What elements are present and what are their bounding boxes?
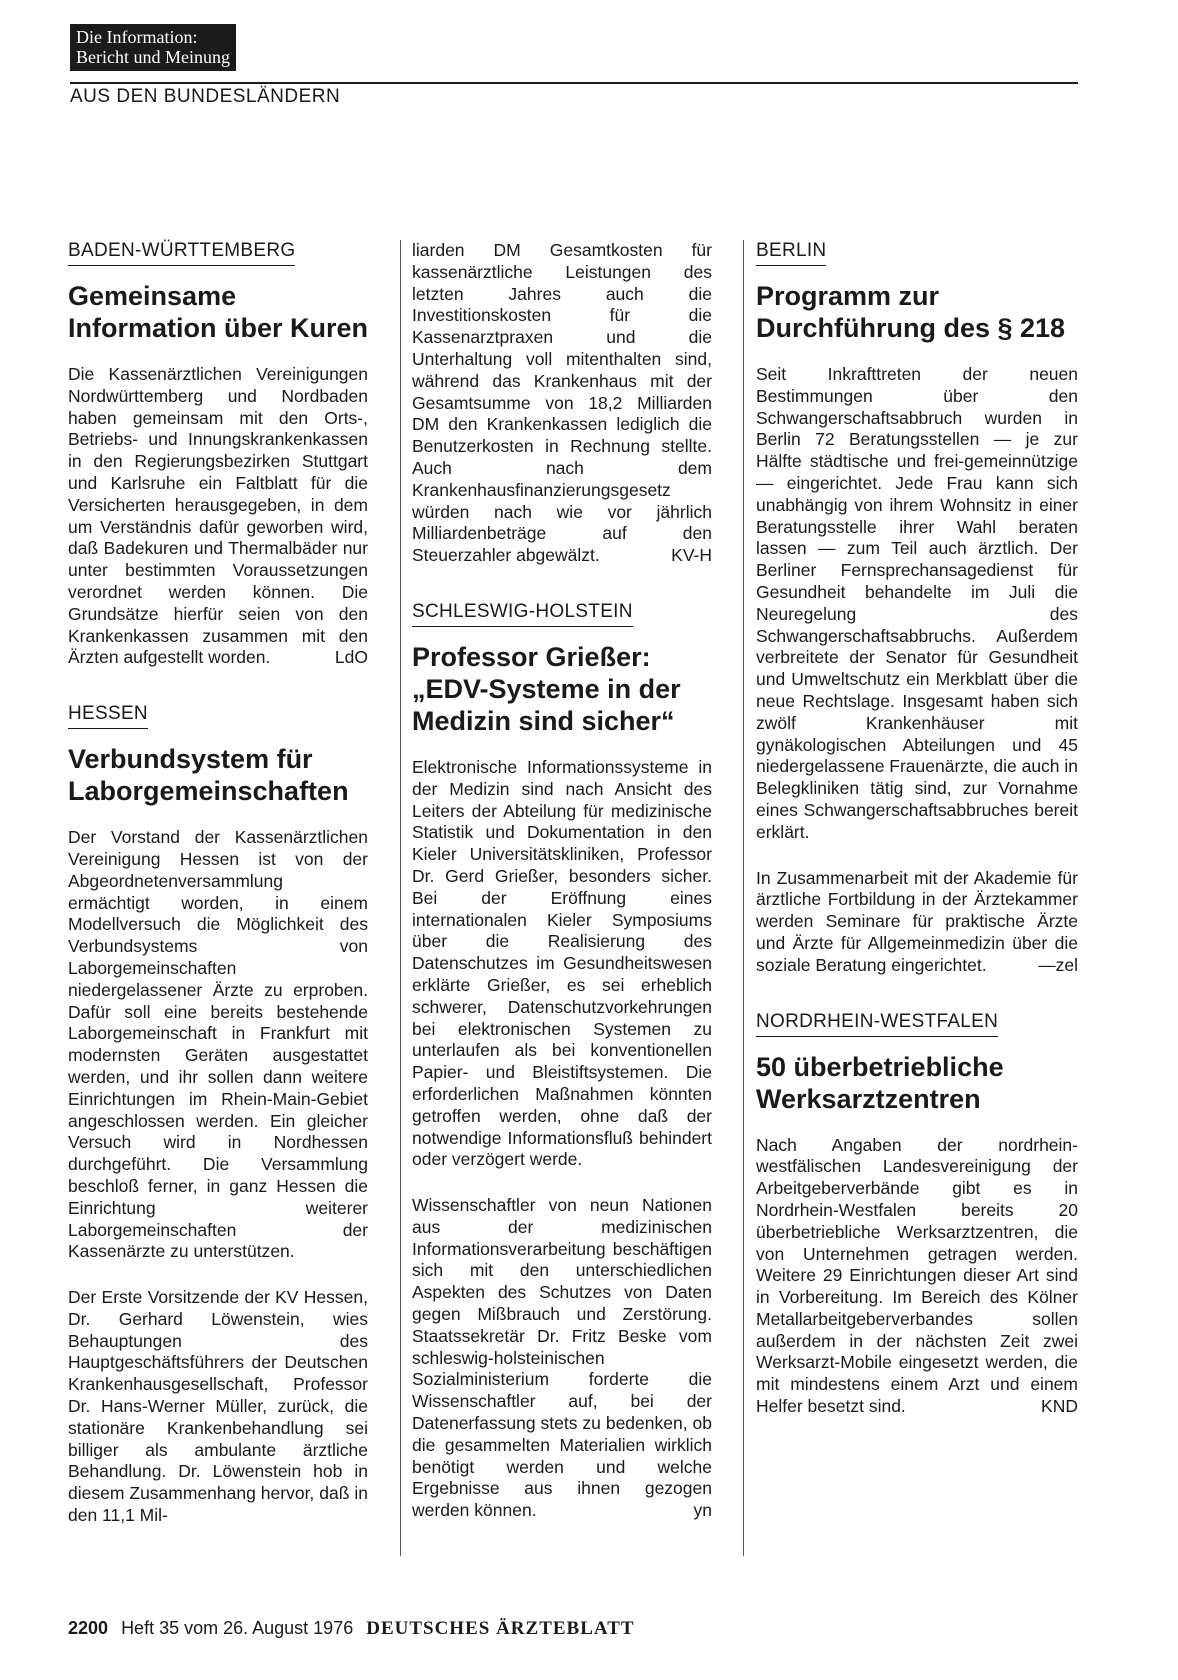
article-verbundsystem-text-1: Der Vorstand der Kassenärztlichen Vereinigung Hessen ist von der Abgeordnetenversammlung ermächtigt worden, in einem Modellversuch die Möglichkeit des Verbundsystems von Laborgemeinschaften niedergelassener Ärzte zu erproben. Dafür soll eine bereits bestehende Laborgemeinschaft in Frankfurt mit modernsten Geräten ausgestattet werden, und ihr sollen dann weitere Einrichtungen im Rhein-Main-Gebiet angeschlossen werden. Ein gleicher Versuch wird in Nordhessen durchgeführt. Die Versammlung beschloß ferner, in ganz Hessen die Einrichtung weiterer Laborgemeinschaften der Kassenärzte zu unterstützen. bbox=[68, 827, 368, 1262]
article-verbundsystem-signature: KV-H bbox=[671, 545, 712, 566]
region-label-berlin: BERLIN bbox=[756, 240, 826, 266]
header-rule bbox=[70, 82, 1078, 84]
column-divider-1 bbox=[400, 240, 401, 1556]
section-badge bbox=[70, 24, 236, 71]
article-218-signature: —zel bbox=[1038, 954, 1078, 975]
article-werksarzt-signature: KND bbox=[1041, 1396, 1078, 1417]
badge-line-1: Die Information: bbox=[76, 27, 198, 47]
page-number: 2200 bbox=[68, 1618, 109, 1638]
article-verbundsystem-text-2: Der Erste Vorsitzende der KV Hessen, Dr. Gerhard Löwenstein, wies Behauptungen des Hauptgeschäftsführers der Deutschen Krankenhausgesellschaft, Professor Dr. Hans-Werner Müller, zurück, die stationäre Krankenbehandlung sei billiger als ambulante ärztliche Behandlung. Dr. Löwenstein hob in diesem Zusammenhang hervor, daß in den 11,1 Mil- bbox=[68, 1287, 368, 1526]
article-218-text-2: In Zusammenarbeit mit der Akademie für ärztliche Fortbildung in der Ärztekammer werden Seminare für praktische Ärzte und Ärzte für Allgemeinmedizin über die soziale Beratung eingerichtet. —zel bbox=[756, 867, 1078, 975]
region-label-nordrhein-westfalen: NORDRHEIN-WESTFALEN bbox=[756, 1011, 998, 1037]
headline-programm-218: Programm zur Durchführung des § 218 bbox=[756, 281, 1066, 343]
column-divider-2 bbox=[743, 240, 744, 1556]
headline-werksarztzentren: 50 überbetriebliche Werksarztzentren bbox=[756, 1051, 1004, 1114]
article-werksarzt-text: Nach Angaben der nordrhein-westfälischen Landesvereinigung der Arbeitgeberverbände gibt es in Nordrhein-Westfalen bereits 20 überbetriebliche Werksarztzentren, die von Unternehmen getragen werden. Weitere 29 Einrichtungen dieser Art sind in Vorbereitung. Im Bereich des Kölner Metallarbeitgeberverbandes sollen außerdem in der nächsten Zeit zwei Werksarzt-Mobile eingesetzt werden, die mit mindestens einem Arzt und einem Helfer besetzt sind. KND bbox=[756, 1134, 1078, 1417]
masthead: DEUTSCHES ÄRZTEBLATT bbox=[366, 1618, 635, 1639]
headline-edv-systeme: Professor Grießer: „EDV-Systeme in der Medizin sind sicher“ bbox=[412, 641, 681, 736]
region-label-baden-wuerttemberg: BADEN-WÜRTTEMBERG bbox=[68, 240, 295, 266]
column-2 bbox=[412, 240, 712, 1522]
page-kicker: AUS DEN BUNDESLÄNDERN bbox=[70, 86, 341, 107]
issue-info: Heft 35 vom 26. August 1976 bbox=[121, 1618, 354, 1638]
column-3 bbox=[756, 240, 1078, 1418]
page-footer bbox=[68, 1618, 635, 1640]
article-edv-signature: yn bbox=[693, 1500, 712, 1521]
badge-line-2: Bericht und Meinung bbox=[76, 47, 230, 67]
headline-verbundsystem: Verbundsystem für Laborgemeinschaften bbox=[68, 744, 349, 807]
article-kuren-signature: LdO bbox=[334, 647, 368, 668]
article-edv-text-2: Wissenschaftler von neun Nationen aus der medizinischen Informationsverarbeitung beschäftigen sich mit den unterschiedlichen Aspekten des Schutzes von Daten gegen Mißbrauch und Zerstörung. Staatssekretär Dr. Fritz Beske vom schleswig-holsteinischen Sozialministerium forderte die Wissenschaftler auf, bei der Datenerfassung stets zu bedenken, ob die gesammelten Materialien wirklich benötigt werden und welche Ergebnisse aus ihnen gezogen werden können. yn bbox=[412, 1195, 712, 1521]
region-label-schleswig-holstein: SCHLESWIG-HOLSTEIN bbox=[412, 601, 633, 627]
column-1 bbox=[68, 240, 368, 1527]
article-verbundsystem-continuation: liarden DM Gesamtkosten für kassenärztliche Leistungen des letzten Jahres auch die Investitionskosten für die Kassenarztpraxen und die Unterhaltung voll mitenthalten sind, während das Krankenhaus mit der Gesamtsumme von 18,2 Milliarden DM den Krankenkassen lediglich die Benutzerkosten in Rechnung stellte. Auch nach dem Krankenhausfinanzierungsgesetz würden nach wie vor jährlich Milliardenbeträge auf den Steuerzahler abgewälzt. KV-H bbox=[412, 240, 712, 566]
article-218-text-1: Seit Inkrafttreten der neuen Bestimmungen über den Schwangerschaftsabbruch wurden in Berlin 72 Beratungsstellen — je zur Hälfte städtische und frei-gemeinnützige — eingerichtet. Jede Frau kann sich unabhängig von ihrem Wohnsitz in einer Beratungsstelle ihrer Wahl beraten lassen — zum Teil auch ärztlich. Der Berliner Fernsprechansagedienst für Gesundheit behandelte im Juli die Neuregelung des Schwangerschaftsabbruchs. Außerdem verbreitete der Senator für Gesundheit und Umweltschutz ein Merkblatt über die neue Rechtslage. Insgesamt haben sich zwölf Krankenhäuser mit gynäkologischen Abteilungen und 45 niedergelassene Frauenärzte, die auch in Belegkliniken tätig sind, zur Vornahme eines Schwangerschaftsabbruches bereit erklärt. bbox=[756, 364, 1079, 842]
headline-kuren: Gemeinsame Information über Kuren bbox=[68, 281, 369, 343]
article-kuren-text: Die Kassenärztlichen Vereinigungen Nordwürttemberg und Nordbaden haben gemeinsam mit den Orts-, Betriebs- und Innungskrankenkassen in den Regierungsbezirken Stuttgart und Karlsruhe ein Faltblatt für die Versicherten herausgegeben, in dem um Verständnis dafür geworben wird, daß Badekuren und Thermalbäder nur unter bestimmten Voraussetzungen verordnet werden können. Die Grundsätze hierfür seien von den Krankenkassen zusammen mit den Ärzten aufgestellt worden. LdO bbox=[68, 364, 368, 668]
article-edv-text-1: Elektronische Informationssysteme in der Medizin sind nach Ansicht des Leiters der Abteilung für medizinische Statistik und Dokumentation in den Kieler Universitätskliniken, Professor Dr. Gerd Grießer, besonders sicher. Bei der Eröffnung eines internationalen Kieler Symposiums über die Realisierung des Datenschutzes im Gesundheitswesen erklärte Grießer, es sei erheblich schwerer, Datenschutzvorkehrungen bei elektronischen Systemen zu unterlaufen als bei konventionellen Papier- und Bleistiftsystemen. Die erforderlichen Maßnahmen könnten getroffen werden, ohne daß der notwendige Informationsfluß behindert oder verzögert werde. bbox=[412, 756, 712, 1170]
region-label-hessen: HESSEN bbox=[68, 703, 148, 729]
